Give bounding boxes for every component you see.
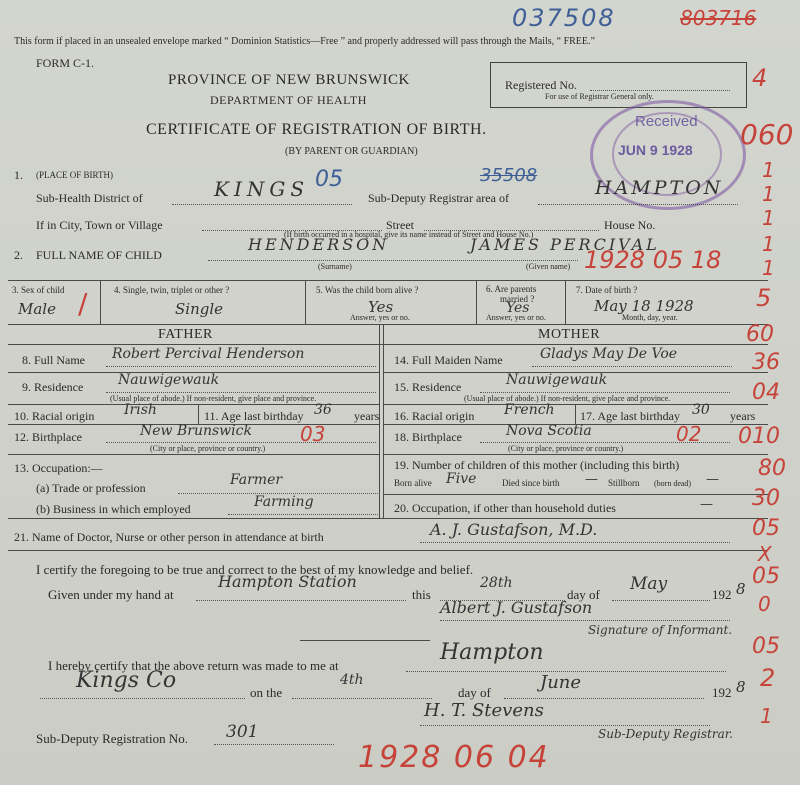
father-age-label: 11. Age last birthday <box>204 409 304 423</box>
parents-heading-rule <box>8 344 768 345</box>
informant-sig-dots <box>440 620 730 621</box>
day-of-label: day of <box>567 587 600 602</box>
parents-bottom-rule <box>8 518 768 519</box>
mother-birthplace-code: 02 <box>676 422 702 446</box>
margin-code-18: 0 <box>758 592 771 616</box>
mother-racial-value: French <box>504 402 555 418</box>
street-label: Street <box>386 218 414 232</box>
father-years-label: years <box>354 409 380 423</box>
given-place-value: Hampton Station <box>218 572 357 591</box>
died-since-birth-value: — <box>585 472 598 487</box>
child-name-dots <box>208 260 578 261</box>
mother-rule-5 <box>383 494 768 495</box>
born-alive-count-label: Born alive <box>394 478 432 488</box>
district-dots <box>172 204 352 205</box>
hospital-note: (If birth occurred in a hospital, give its name instead of Street and House No.) <box>284 230 534 239</box>
born-alive-label: 5. Was the child born alive ? <box>316 285 419 295</box>
district-code: 05 <box>315 167 343 192</box>
father-birthplace-code: 03 <box>300 422 326 446</box>
margin-code-20: 2 <box>760 664 776 692</box>
father-name-dots <box>106 366 376 367</box>
stamp-received: Received <box>635 113 698 130</box>
margin-code-9: 60 <box>746 322 774 347</box>
this-label: this <box>412 587 431 602</box>
on-the-label: on the <box>250 685 283 700</box>
row3-divider-b <box>305 280 306 324</box>
given-day-value: 28th <box>480 575 513 591</box>
doctor-value: A. J. Gustafson, M.D. <box>430 520 598 539</box>
margin-code-15: 05 <box>752 516 780 541</box>
father-rule-4 <box>8 454 380 455</box>
margin-code-2: 060 <box>740 118 794 151</box>
hereby-certify-statement: I hereby certify that the above return was made to me at <box>48 658 339 673</box>
married-label-a: 6. Are parents <box>486 284 537 294</box>
mother-age-value: 30 <box>692 402 710 418</box>
date-of-birth-caption: Month, day, year. <box>622 313 678 322</box>
county-value: Kings Co <box>76 668 177 693</box>
stillborn-value: — <box>706 472 719 487</box>
doctor-dots <box>420 542 730 543</box>
margin-code-3: 1 <box>762 158 775 182</box>
mother-age-divider <box>575 404 576 424</box>
house-number-label: House No. <box>604 218 656 232</box>
mother-residence-label: 15. Residence <box>394 380 462 394</box>
registered-month-dots <box>504 698 704 699</box>
registered-year-prefix: 192 <box>712 685 732 700</box>
father-age-value: 36 <box>314 402 332 418</box>
margin-code-17: 05 <box>752 564 780 589</box>
date-of-birth-value: May 18 1928 <box>594 297 694 315</box>
place-of-birth-label: (PLACE OF BIRTH) <box>36 170 113 180</box>
parents-divider-2 <box>383 324 384 518</box>
died-since-birth-label: Died since birth <box>502 478 560 488</box>
doctor-bottom-rule <box>8 550 768 551</box>
birth-date-code: 1928 05 18 <box>584 246 722 274</box>
father-name-value: Robert Percival Henderson <box>112 346 305 362</box>
father-business-value: Farming <box>254 494 314 510</box>
father-racial-label: 10. Racial origin <box>14 409 95 423</box>
sex-value: Male <box>18 300 56 318</box>
margin-code-7: 1 <box>762 256 775 280</box>
stamp-date: JUN 9 1928 <box>618 142 693 158</box>
registered-day-value: 4th <box>340 672 364 688</box>
row3-bottom-rule <box>8 324 768 325</box>
district-value: KINGS <box>214 177 310 201</box>
margin-code-11: 04 <box>752 380 780 405</box>
mother-name-value: Gladys May De Voe <box>540 346 678 362</box>
field-1-number: 1. <box>14 168 23 182</box>
mother-residence-value: Nauwigewauk <box>506 372 608 388</box>
row3-top-rule <box>8 280 768 281</box>
informant-signature-caption: Signature of Informant. <box>588 623 733 637</box>
father-racial-value: Irish <box>124 402 157 418</box>
cert-separator <box>300 640 430 641</box>
mother-birthplace-label: 18. Birthplace <box>394 430 462 444</box>
stillborn-label: Stillborn <box>608 478 640 488</box>
registered-year-value: 8 <box>736 678 746 696</box>
margin-code-1: 4 <box>752 64 768 92</box>
married-caption: Answer, yes or no. <box>486 313 546 322</box>
given-month-value: May <box>630 574 668 594</box>
registration-date-code: 1928 06 04 <box>358 740 550 775</box>
deputy-area-label: Sub-Deputy Registrar area of <box>368 191 509 205</box>
given-name-caption: (Given name) <box>526 262 571 271</box>
registrar-caption: Sub-Deputy Registrar. <box>598 727 733 741</box>
made-at-value: Hampton <box>440 640 544 665</box>
father-birthplace-dots <box>106 442 376 443</box>
day-of-label-2: day of <box>458 685 491 700</box>
deputy-area-dots <box>538 204 738 205</box>
red-serial-number: 803716 <box>680 6 757 30</box>
mother-birthplace-value: Nova Scotia <box>506 423 592 439</box>
crossed-code: 35508 <box>480 165 538 186</box>
doctor-label: 21. Name of Doctor, Nurse or other person in attendance at birth <box>14 530 324 544</box>
father-birthplace-value: New Brunswick <box>140 423 252 439</box>
mother-years-label: years <box>730 409 756 423</box>
mother-racial-label: 16. Racial origin <box>394 409 475 423</box>
given-place-dots <box>196 600 406 601</box>
registered-month-value: June <box>540 672 582 693</box>
margin-code-14: 30 <box>752 486 780 511</box>
department-heading: DEPARTMENT OF HEALTH <box>210 93 367 107</box>
certify-statement: I certify the foregoing to be true and correct to the best of my knowledge and belief. <box>36 562 474 577</box>
mother-occupation-label: 20. Occupation, if other than household duties <box>394 501 616 515</box>
mail-notice: This form if placed in an unsealed envelope marked “ Dominion Statistics—Free ” and properly addressed will pass through the Mails, “ FREE.” <box>14 36 595 47</box>
father-birthplace-label: 12. Birthplace <box>14 430 82 444</box>
mother-residence-dots <box>480 392 730 393</box>
province-heading: PROVINCE OF NEW BRUNSWICK <box>168 72 410 88</box>
certificate-title: CERTIFICATE OF REGISTRATION OF BIRTH. <box>146 121 487 138</box>
father-birthplace-caption: (City or place, province or country.) <box>150 444 266 453</box>
father-heading: FATHER <box>158 327 213 342</box>
margin-code-21: 1 <box>760 704 773 728</box>
married-value: Yes <box>506 300 530 316</box>
father-business-dots <box>228 514 378 515</box>
born-alive-value: Yes <box>368 298 394 316</box>
married-label-b: married ? <box>500 294 535 304</box>
father-age-divider <box>198 404 199 424</box>
margin-code-16: X <box>758 542 772 566</box>
plurality-value: Single <box>175 300 224 318</box>
margin-code-19: 05 <box>752 634 780 659</box>
registered-label: Registered No. <box>505 78 577 92</box>
given-under-hand-label: Given under my hand at <box>48 587 174 602</box>
born-alive-caption: Answer, yes or no. <box>350 313 410 322</box>
row3-divider-d <box>565 280 566 324</box>
mother-birthplace-caption: (City or place, province or country.) <box>508 444 624 453</box>
mother-children-label: 19. Number of children of this mother (including this birth) <box>394 458 680 472</box>
given-month-dots <box>612 600 710 601</box>
mother-name-dots <box>532 366 732 367</box>
born-alive-count-value: Five <box>446 471 477 487</box>
city-label: If in City, Town or Village <box>36 218 163 232</box>
registration-number-label: Sub-Deputy Registration No. <box>36 731 189 746</box>
father-residence-dots <box>106 392 376 393</box>
mother-name-label: 14. Full Maiden Name <box>394 353 503 367</box>
certificate-subtitle: (BY PARENT OR GUARDIAN) <box>285 146 418 157</box>
margin-code-13: 80 <box>758 456 786 481</box>
field-2-number: 2. <box>14 248 23 262</box>
mother-age-label: 17. Age last birthday <box>580 409 680 423</box>
blue-serial-number: 037508 <box>512 4 616 32</box>
father-name-label: 8. Full Name <box>22 353 85 367</box>
stillborn-caption: (born dead) <box>654 479 692 488</box>
father-trade-label: (a) Trade or profession <box>36 481 146 495</box>
date-of-birth-label: 7. Date of birth ? <box>576 285 638 295</box>
registered-day-dots <box>292 698 432 699</box>
row3-divider-c <box>476 280 477 324</box>
child-given-name: JAMES PERCIVAL <box>470 235 660 254</box>
surname-caption: (Surname) <box>318 262 352 271</box>
father-trade-value: Farmer <box>230 472 283 488</box>
mother-residence-caption: (Usual place of abode.) If non-resident, give place and province. <box>464 394 671 403</box>
father-residence-value: Nauwigewauk <box>118 372 220 388</box>
margin-code-5: 1 <box>762 206 775 230</box>
registration-number-value: 301 <box>226 722 259 742</box>
county-dots <box>40 698 245 699</box>
mother-occupation-value: — <box>700 497 713 512</box>
father-business-label: (b) Business in which employed <box>36 502 191 516</box>
registrar-signature: H. T. Stevens <box>424 700 544 721</box>
deputy-area-value: HAMPTON <box>595 177 724 199</box>
mother-rule-4 <box>383 454 768 455</box>
margin-code-12: 010 <box>738 424 780 449</box>
given-year-value: 8 <box>736 580 746 598</box>
father-residence-caption: (Usual place of abode.) If non-resident, give place and province. <box>110 394 317 403</box>
plurality-label: 4. Single, twin, triplet or other ? <box>114 285 230 295</box>
sex-code: / <box>78 287 88 320</box>
registered-dots <box>590 90 730 91</box>
margin-code-8: 5 <box>756 284 772 312</box>
margin-code-10: 36 <box>752 350 780 375</box>
row3-divider-a <box>100 280 101 324</box>
margin-code-4: 1 <box>762 182 775 206</box>
informant-signature: Albert J. Gustafson <box>440 598 593 617</box>
registration-number-dots <box>214 744 334 745</box>
father-residence-label: 9. Residence <box>22 380 84 394</box>
sex-label: 3. Sex of child <box>12 285 65 295</box>
registrar-use-note: For use of Registrar General only. <box>545 92 654 101</box>
mother-heading: MOTHER <box>538 327 601 342</box>
child-name-label: FULL NAME OF CHILD <box>36 248 162 262</box>
margin-code-6: 1 <box>762 232 775 256</box>
father-occupation-label: 13. Occupation:— <box>14 461 103 475</box>
form-number: FORM C-1. <box>36 56 95 70</box>
given-year-prefix: 192 <box>712 587 732 602</box>
registrar-sig-dots <box>420 725 710 726</box>
sub-health-district-label: Sub-Health District of <box>36 191 143 205</box>
child-surname: HENDERSON <box>248 235 390 254</box>
